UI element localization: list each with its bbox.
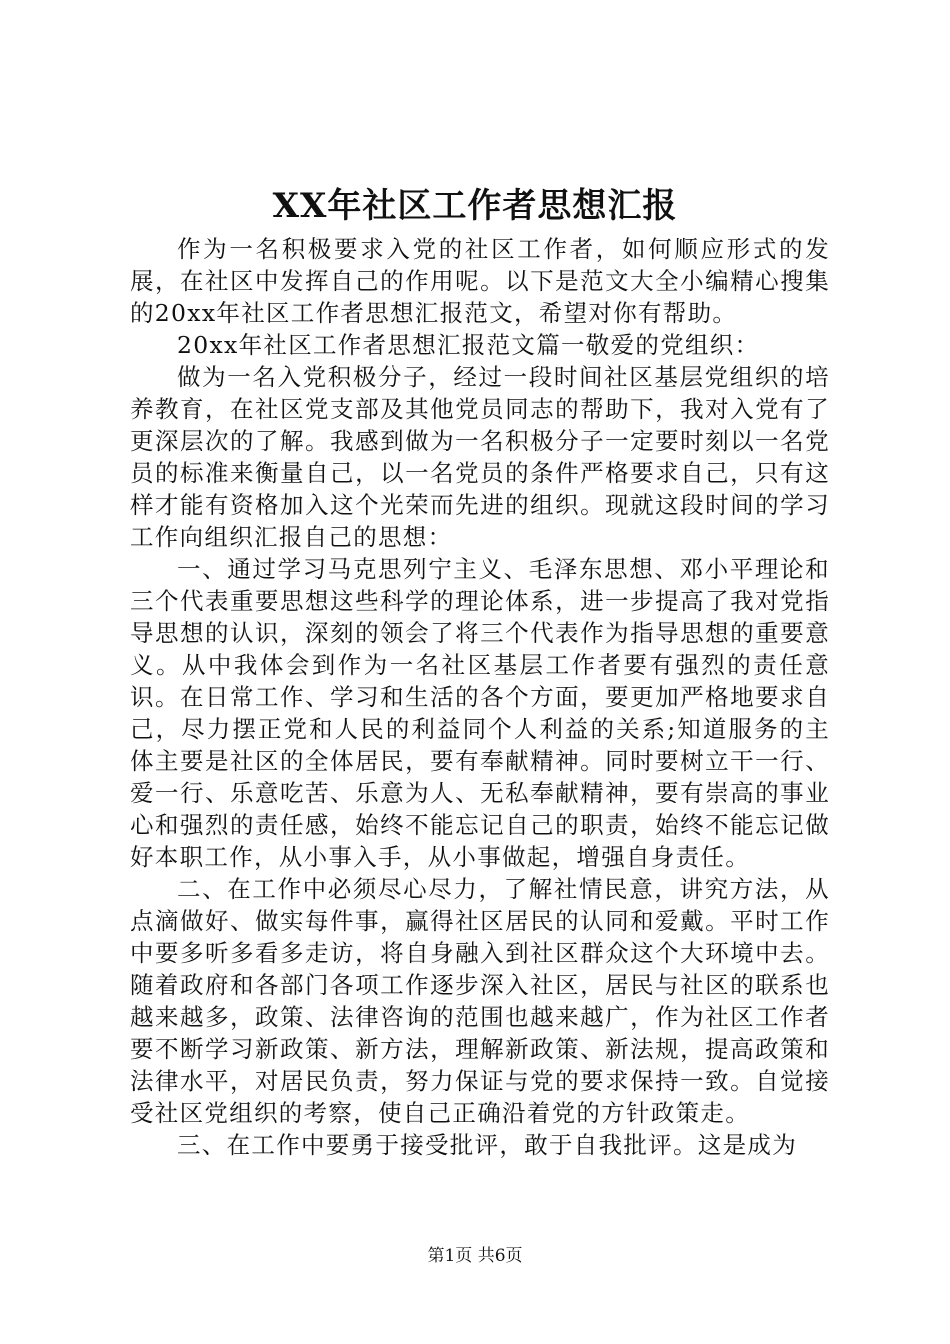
document-body: [130, 233, 830, 1161]
paragraph-point-two: 二、在工作中必须尽心尽力，了解社情民意，讲究方法，从点滴做好、做实每件事，赢得社区居民的认同和爱戴。平时工作中要多听多看多走访，将自身融入到社区群众这个大环境中去。随着政府和各部门各项工作逐步深入社区，居民与社区的联系也越来越多，政策、法律咨询的范围也越来越广，作为社区工作者要不断学习新政策、新方法，理解新政策、新法规，提高政策和法律水平，对居民负责，努力保证与党的要求保持一致。自觉接受社区党组织的考察，使自己正确沿着党的方针政策走。: [130, 875, 830, 1127]
document-title: XX年社区工作者思想汇报: [272, 186, 678, 226]
paragraph-salutation: 20xx年社区工作者思想汇报范文篇一敬爱的党组织：: [177, 331, 760, 359]
paragraph-point-three: 三、在工作中要勇于接受批评，敢于自我批评。这是成为: [177, 1131, 797, 1159]
paragraph-opening: 做为一名入党积极分子，经过一段时间社区基层党组织的培养教育，在社区党支部及其他党员同志的帮助下，我对入党有了更深层次的了解。我感到做为一名积极分子一定要时刻以一名党员的标准来衡量自己，以一名党员的条件严格要求自己，只有这样才能有资格加入这个光荣而先进的组织。现就这段时间的学习工作向组织汇报自己的思想：: [130, 363, 830, 551]
paragraph-point-one: 一、通过学习马克思列宁主义、毛泽东思想、邓小平理论和三个代表重要思想这些科学的理论体系，进一步提高了我对党指导思想的认识，深刻的领会了将三个代表作为指导思想的重要意义。从中我体会到作为一名社区基层工作者要有强烈的责任意识。在日常工作、学习和生活的各个方面，要更加严格地要求自己，尽力摆正党和人民的利益同个人利益的关系;知道服务的主体主要是社区的全体居民，要有奉献精神。同时要树立干一行、爱一行、乐意吃苦、乐意为人、无私奉献精神，要有崇高的事业心和强烈的责任感，始终不能忘记自己的职责，始终不能忘记做好本职工作，从小事入手，从小事做起，增强自身责任。: [130, 555, 830, 871]
page-number-footer: 第1页 共6页: [427, 1246, 523, 1266]
paragraph-intro: 作为一名积极要求入党的社区工作者，如何顺应形式的发展，在社区中发挥自己的作用呢。以下是范文大全小编精心搜集的20xx年社区工作者思想汇报范文，希望对你有帮助。: [130, 235, 830, 327]
